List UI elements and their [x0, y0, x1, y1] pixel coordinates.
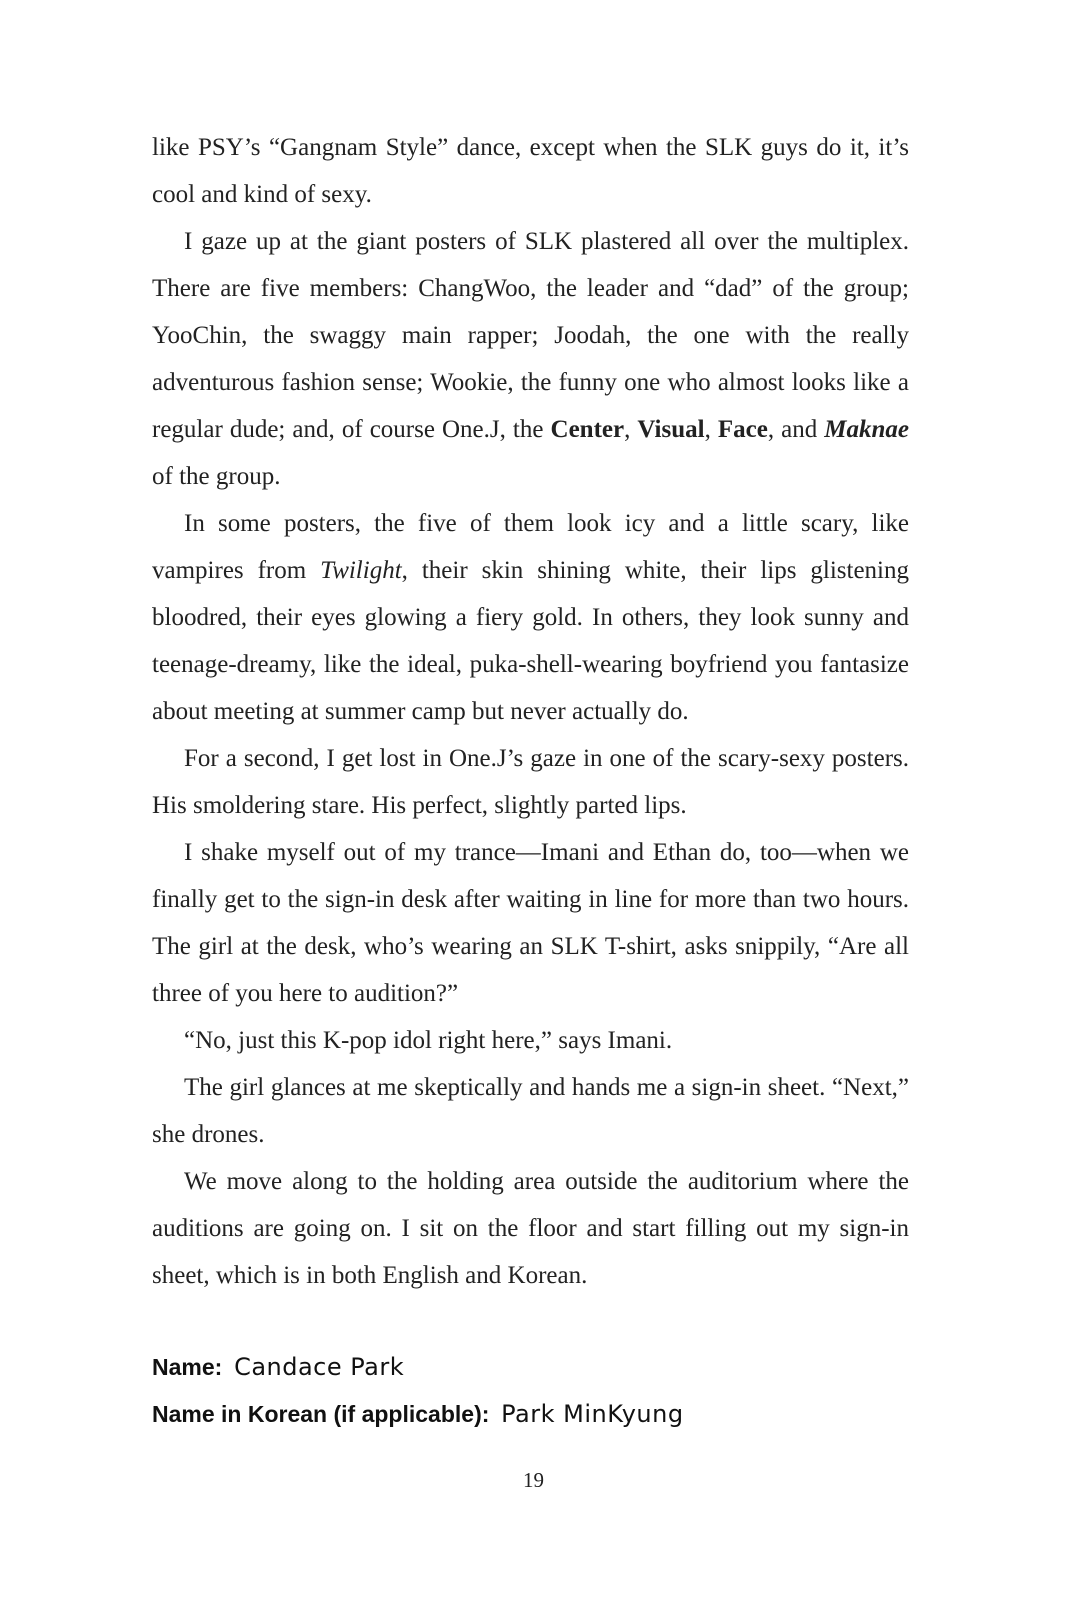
- paragraph-2-end: of the group.: [152, 463, 281, 490]
- separator: , and: [767, 416, 825, 443]
- paragraph-8: We move along to the holding area outside the auditorium where the auditions are going on. I sit on the floor and start filling out my sign-in sheet, which is in both English and Korean.: [152, 1168, 909, 1289]
- paragraph-3-text: In some posters, the five of them look icy and a little scary, like vampires from: [152, 510, 909, 584]
- separator: ,: [704, 416, 718, 443]
- paragraph-7: The girl glances at me skeptically and hands me a sign-in sheet. “Next,” she drones.: [152, 1074, 909, 1148]
- paragraph-3: [152, 500, 909, 735]
- sign-in-sheet: [152, 1344, 909, 1438]
- korean-name-value: Park MinKyung: [501, 1400, 684, 1428]
- name-row: [152, 1344, 909, 1391]
- korean-name-label: Name in Korean (if applicable):: [152, 1401, 490, 1427]
- paragraph-2: [152, 218, 909, 500]
- paragraph-3-end: , their skin shining white, their lips glistening bloodred, their eyes glowing a fiery gold. In others, they look sunny and teenage-dreamy, like the ideal, puka-shell-wearing boyfriend you fantasize about meeting at summer camp but never actually do.: [152, 557, 909, 725]
- paragraph-1: like PSY’s “Gangnam Style” dance, except when the SLK guys do it, it’s cool and kind of sexy.: [152, 134, 909, 208]
- korean-name-row: [152, 1391, 909, 1438]
- term-visual: Visual: [637, 416, 705, 443]
- separator: ,: [624, 416, 638, 443]
- term-face: Face: [717, 416, 768, 443]
- title-twilight: Twilight: [320, 557, 402, 584]
- term-center: Center: [550, 416, 625, 443]
- body-text: [152, 124, 909, 1299]
- paragraph-6: “No, just this K-pop idol right here,” says Imani.: [184, 1027, 673, 1054]
- paragraph-2-text: I gaze up at the giant posters of SLK plastered all over the multiplex. There are five members: ChangWoo, the leader and “dad” of the group; YooChin, the swaggy main rapper; Joodah, the one with the really adventurous fashion sense; Wookie, the funny one who almost looks like a regular dude; and, of course One.J, the: [152, 228, 909, 443]
- paragraph-5: I shake myself out of my trance—Imani and Ethan do, too—when we finally get to the sign-in desk after waiting in line for more than two hours. The girl at the desk, who’s wearing an SLK T-shirt, asks snippily, “Are all three of you here to audition?”: [152, 839, 909, 1007]
- name-label: Name:: [152, 1354, 223, 1380]
- paragraph-4: For a second, I get lost in One.J’s gaze in one of the scary-sexy posters. His smoldering stare. His perfect, slightly parted lips.: [152, 745, 909, 819]
- name-value: Candace Park: [234, 1353, 405, 1381]
- page-number: 19: [523, 1468, 544, 1492]
- term-maknae: Maknae: [824, 416, 910, 443]
